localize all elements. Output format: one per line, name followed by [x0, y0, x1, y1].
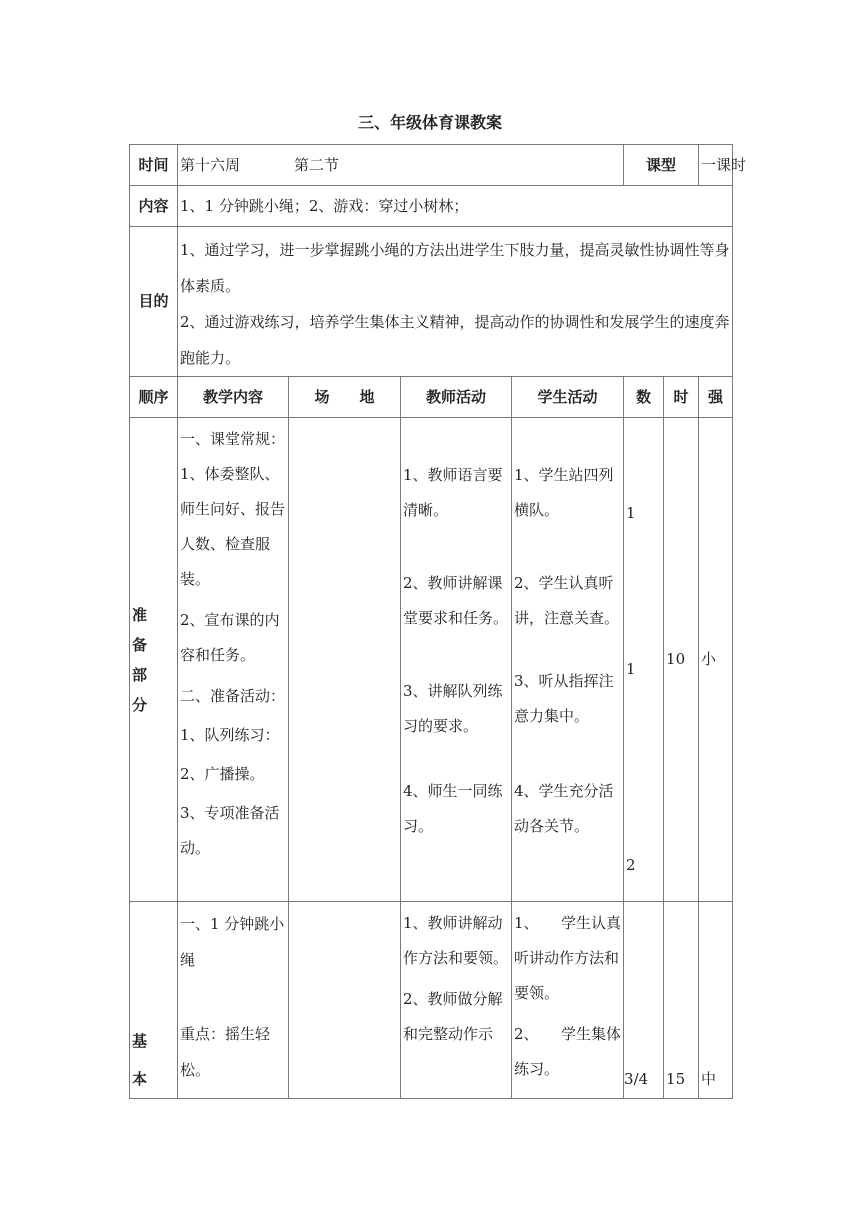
- prep-time: 10: [664, 418, 699, 902]
- row-section-basic: [130, 902, 733, 1099]
- list-item: 一、1 分钟跳小绳: [180, 915, 285, 969]
- header-venue: 场 地: [289, 377, 401, 418]
- label-content: 内容: [130, 186, 178, 227]
- list-item: 二、准备活动：: [180, 687, 286, 705]
- count-value: 1: [626, 504, 636, 522]
- basic-venue: [289, 902, 401, 1099]
- page-title: 三、年级体育课教案: [357, 113, 502, 132]
- header-order: 顺序: [130, 377, 178, 418]
- basic-time: [664, 902, 699, 1099]
- list-item: 4、师生一同练习。: [403, 782, 503, 835]
- session-value: 第二节: [294, 155, 340, 174]
- header-intensity: 强: [699, 377, 733, 418]
- row-time: [130, 145, 733, 186]
- type-value: 一课时: [699, 145, 733, 186]
- prep-venue: [289, 418, 401, 902]
- row-headers: [130, 377, 733, 418]
- prep-student: [512, 418, 624, 902]
- list-item: 1、体委整队、师生问好、报告人数、检查服装。: [180, 465, 286, 588]
- basic-count: [624, 902, 664, 1099]
- list-item: 2、教师做分解和完整动作示: [403, 990, 503, 1043]
- basic-intensity: [699, 902, 733, 1099]
- week-value: 第十六周: [180, 155, 241, 174]
- lesson-plan-table: [129, 144, 747, 1099]
- goal-item: 1、通过学习，进一步掌握跳小绳的方法出进学生下肢力量，提高灵敏性协调性等身体素质。: [180, 241, 730, 295]
- list-item: 1、学生站四列横队。: [514, 466, 614, 519]
- label-type: 课型: [624, 145, 699, 186]
- prep-count: [624, 418, 664, 902]
- row-content: [130, 186, 733, 227]
- header-student: 学生活动: [512, 377, 624, 418]
- count-value: 1: [626, 660, 636, 678]
- list-item: 1、队列练习：: [180, 726, 280, 744]
- prep-intensity: 小: [699, 418, 733, 902]
- list-item: 2、宣布课的内容和任务。: [180, 611, 280, 664]
- label-goal: 目的: [130, 227, 178, 377]
- list-item: 2、 学生集体练习。: [514, 1025, 622, 1078]
- section-label-basic: 基 本: [130, 902, 178, 1099]
- list-item: 4、学生充分活动各关节。: [514, 782, 614, 835]
- label-time: 时间: [130, 145, 178, 186]
- list-item: 2、广播操。: [180, 765, 265, 783]
- list-item: 2、学生认真听讲，注意关查。: [514, 574, 620, 627]
- row-goal: [130, 227, 733, 377]
- header-content: 教学内容: [178, 377, 289, 418]
- section-label-prep: 准 备 部 分: [130, 418, 178, 902]
- list-item: 3、专项准备活动。: [180, 804, 280, 857]
- basic-teacher: [401, 902, 512, 1099]
- row-section-prep: [130, 418, 733, 902]
- list-item: 1、教师讲解动作方法和要领。: [403, 914, 509, 967]
- list-item: 重点：摇生轻松。: [180, 1025, 271, 1079]
- count-value: 3/4: [624, 1069, 649, 1088]
- basic-student: [512, 902, 624, 1099]
- prep-teacher: [401, 418, 512, 902]
- intensity-value: 中: [701, 1069, 717, 1088]
- content-value: 1、1 分钟跳小绳；2、游戏：穿过小树林；: [178, 186, 733, 227]
- list-item: 3、讲解队列练习的要求。: [403, 682, 503, 735]
- prep-content: [178, 418, 289, 902]
- goal-item: 2、通过游戏练习，培养学生集体主义精神，提高动作的协调性和发展学生的速度奔跑能力。: [180, 313, 730, 367]
- list-item: 3、听从指挥注意力集中。: [514, 672, 614, 725]
- header-time: 时: [664, 377, 699, 418]
- list-item: 1、教师语言要清晰。: [403, 466, 503, 519]
- list-item: 2、教师讲解课堂要求和任务。: [403, 574, 509, 627]
- count-value: 2: [626, 856, 636, 874]
- basic-content: [178, 902, 289, 1099]
- header-teacher: 教师活动: [401, 377, 512, 418]
- header-count: 数: [624, 377, 664, 418]
- list-item: 1、 学生认真听讲动作方法和要领。: [514, 914, 622, 1002]
- time-value: 15: [666, 1069, 686, 1088]
- goal-list: [178, 227, 733, 377]
- time-value: [178, 145, 624, 186]
- list-item: 一、课堂常规：: [180, 430, 286, 448]
